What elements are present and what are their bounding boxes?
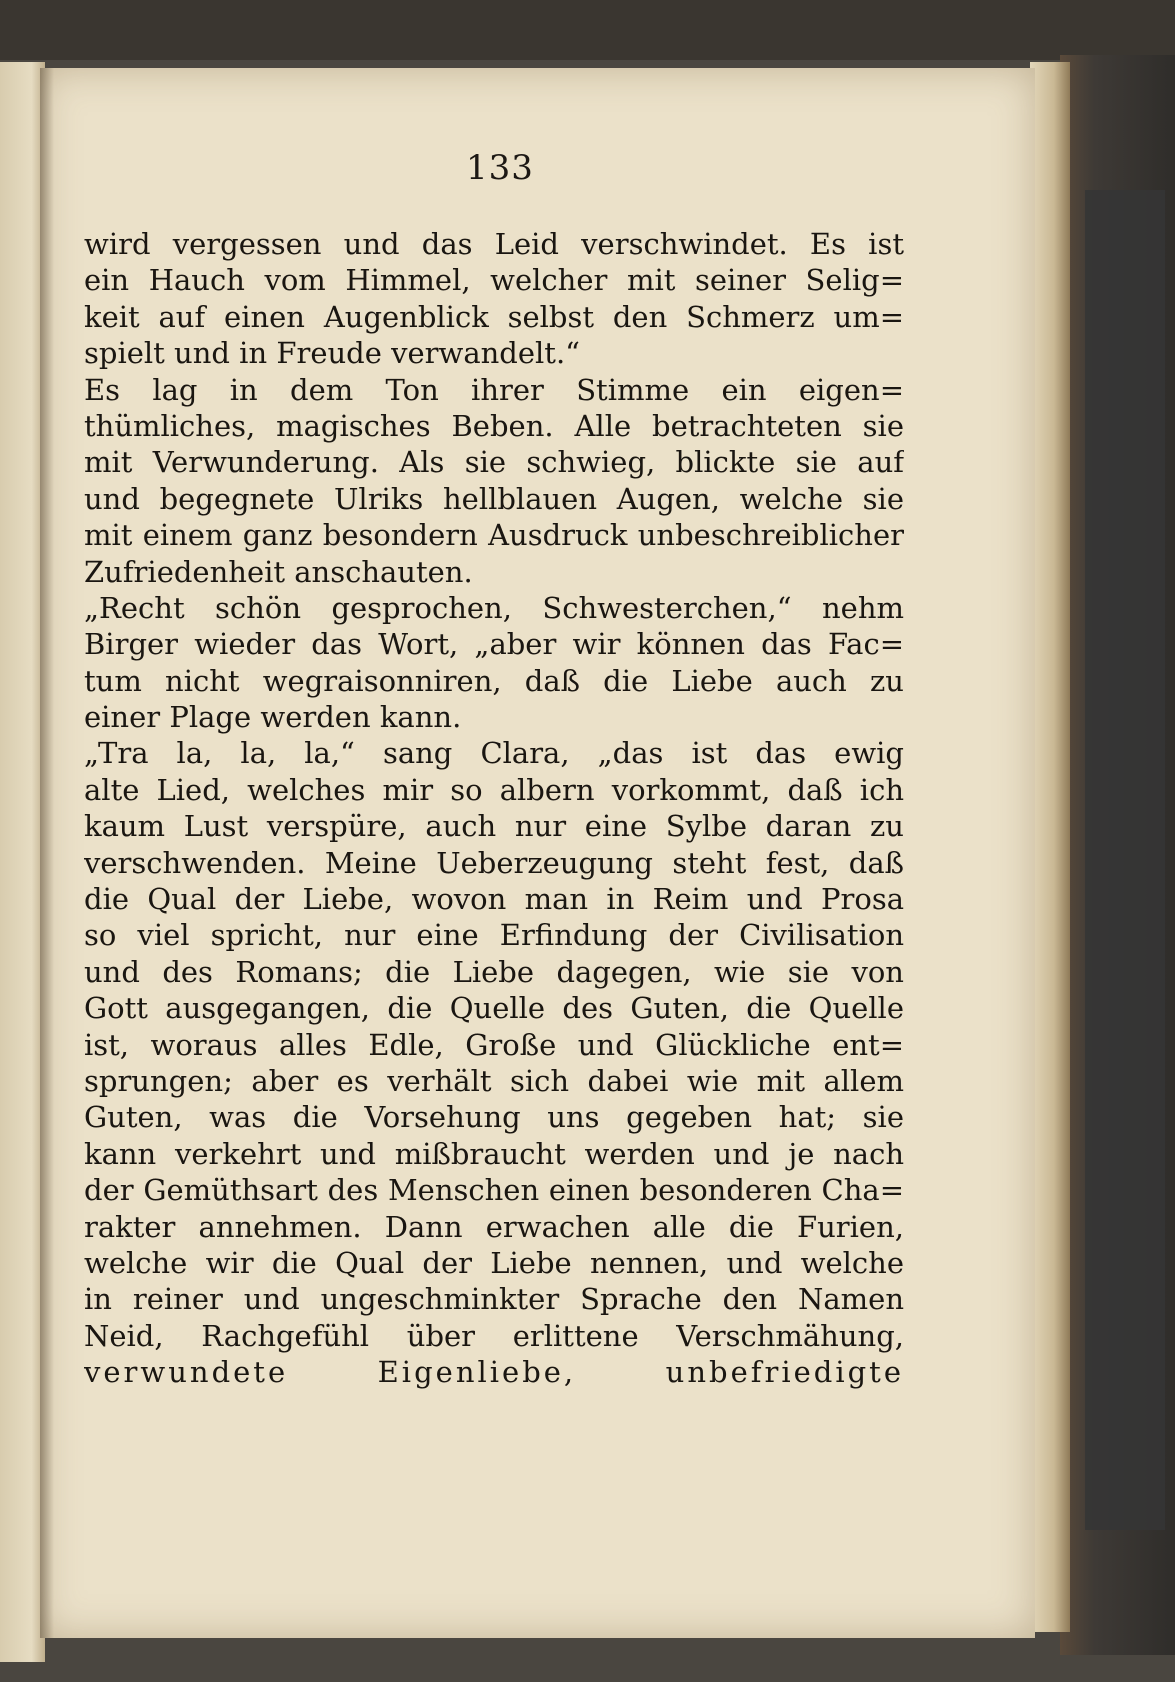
text-line: verwundete Eigenliebe, unbefriedigte [84,1355,904,1390]
text-line: ist, woraus alles Edle, Große und Glückliche ent= [84,1027,904,1062]
text-line: Guten, was die Vorsehung uns gegeben hat; sie [84,1100,904,1135]
text-line: mit einem ganz besondern Ausdruck unbeschreiblicher [84,518,904,553]
text-line: und des Romans; die Liebe dagegen, wie sie von [84,954,904,989]
text-line: ein Hauch vom Himmel, welcher mit seiner Selig= [84,263,904,298]
text-line: rakter annehmen. Dann erwachen alle die Furien, [84,1209,904,1244]
text-line: sprungen; aber es verhält sich dabei wie mit allem [84,1063,904,1098]
text-line: verschwenden. Meine Ueberzeugung steht fest, daß [84,845,904,880]
page-text [84,226,904,1391]
text-line: und begegnete Ulriks hellblauen Augen, welche sie [84,481,904,516]
text-line: Es lag in dem Ton ihrer Stimme ein eigen= [84,372,904,407]
facing-page-edge [0,62,45,1662]
page-stack-edge [1030,62,1070,1632]
text-line: Neid, Rachgefühl über erlittene Verschmähung, [84,1318,904,1353]
text-line: „Recht schön gesprochen, Schwesterchen,“ nehm [84,590,904,625]
text-line: einer Plage werden kann. [84,700,462,735]
text-line: tum nicht wegraisonniren, daß die Liebe auch zu [84,663,904,698]
text-line: alte Lied, welches mir so albern vorkommt, daß ich [84,772,904,807]
text-line: Gott ausgegangen, die Quelle des Guten, die Quelle [84,991,904,1026]
text-line: thümliches, magisches Beben. Alle betrachteten sie [84,408,904,443]
text-line: so viel spricht, nur eine Erfindung der Civilisation [84,918,904,953]
page-number: 133 [466,148,534,188]
text-line: in reiner und ungeschminkter Sprache den Namen [84,1282,904,1317]
book-spine-strip [1085,190,1165,1530]
text-line: kann verkehrt und mißbraucht werden und je nach [84,1136,904,1171]
text-line: welche wir die Qual der Liebe nennen, und welche [84,1245,904,1280]
text-line: wird vergessen und das Leid verschwindet. Es ist [84,227,904,261]
page-gutter-shadow [40,68,54,1638]
text-line: Zufriedenheit anschauten. [84,554,473,589]
text-line: keit auf einen Augenblick selbst den Schmerz um= [84,299,904,334]
background [0,0,1175,60]
text-line: der Gemüthsart des Menschen einen besonderen Cha= [84,1173,904,1208]
text-line: mit Verwunderung. Als sie schwieg, blickte sie auf [84,445,904,480]
text-line: „Tra la, la, la,“ sang Clara, „das ist das ewig [84,736,904,771]
text-line: kaum Lust verspüre, auch nur eine Sylbe daran zu [84,809,904,844]
text-line: Birger wieder das Wort, „aber wir können das Fac= [84,627,904,662]
text-line: spielt und in Freude verwandelt.“ [84,336,581,371]
text-line: die Qual der Liebe, wovon man in Reim und Prosa [84,882,904,917]
